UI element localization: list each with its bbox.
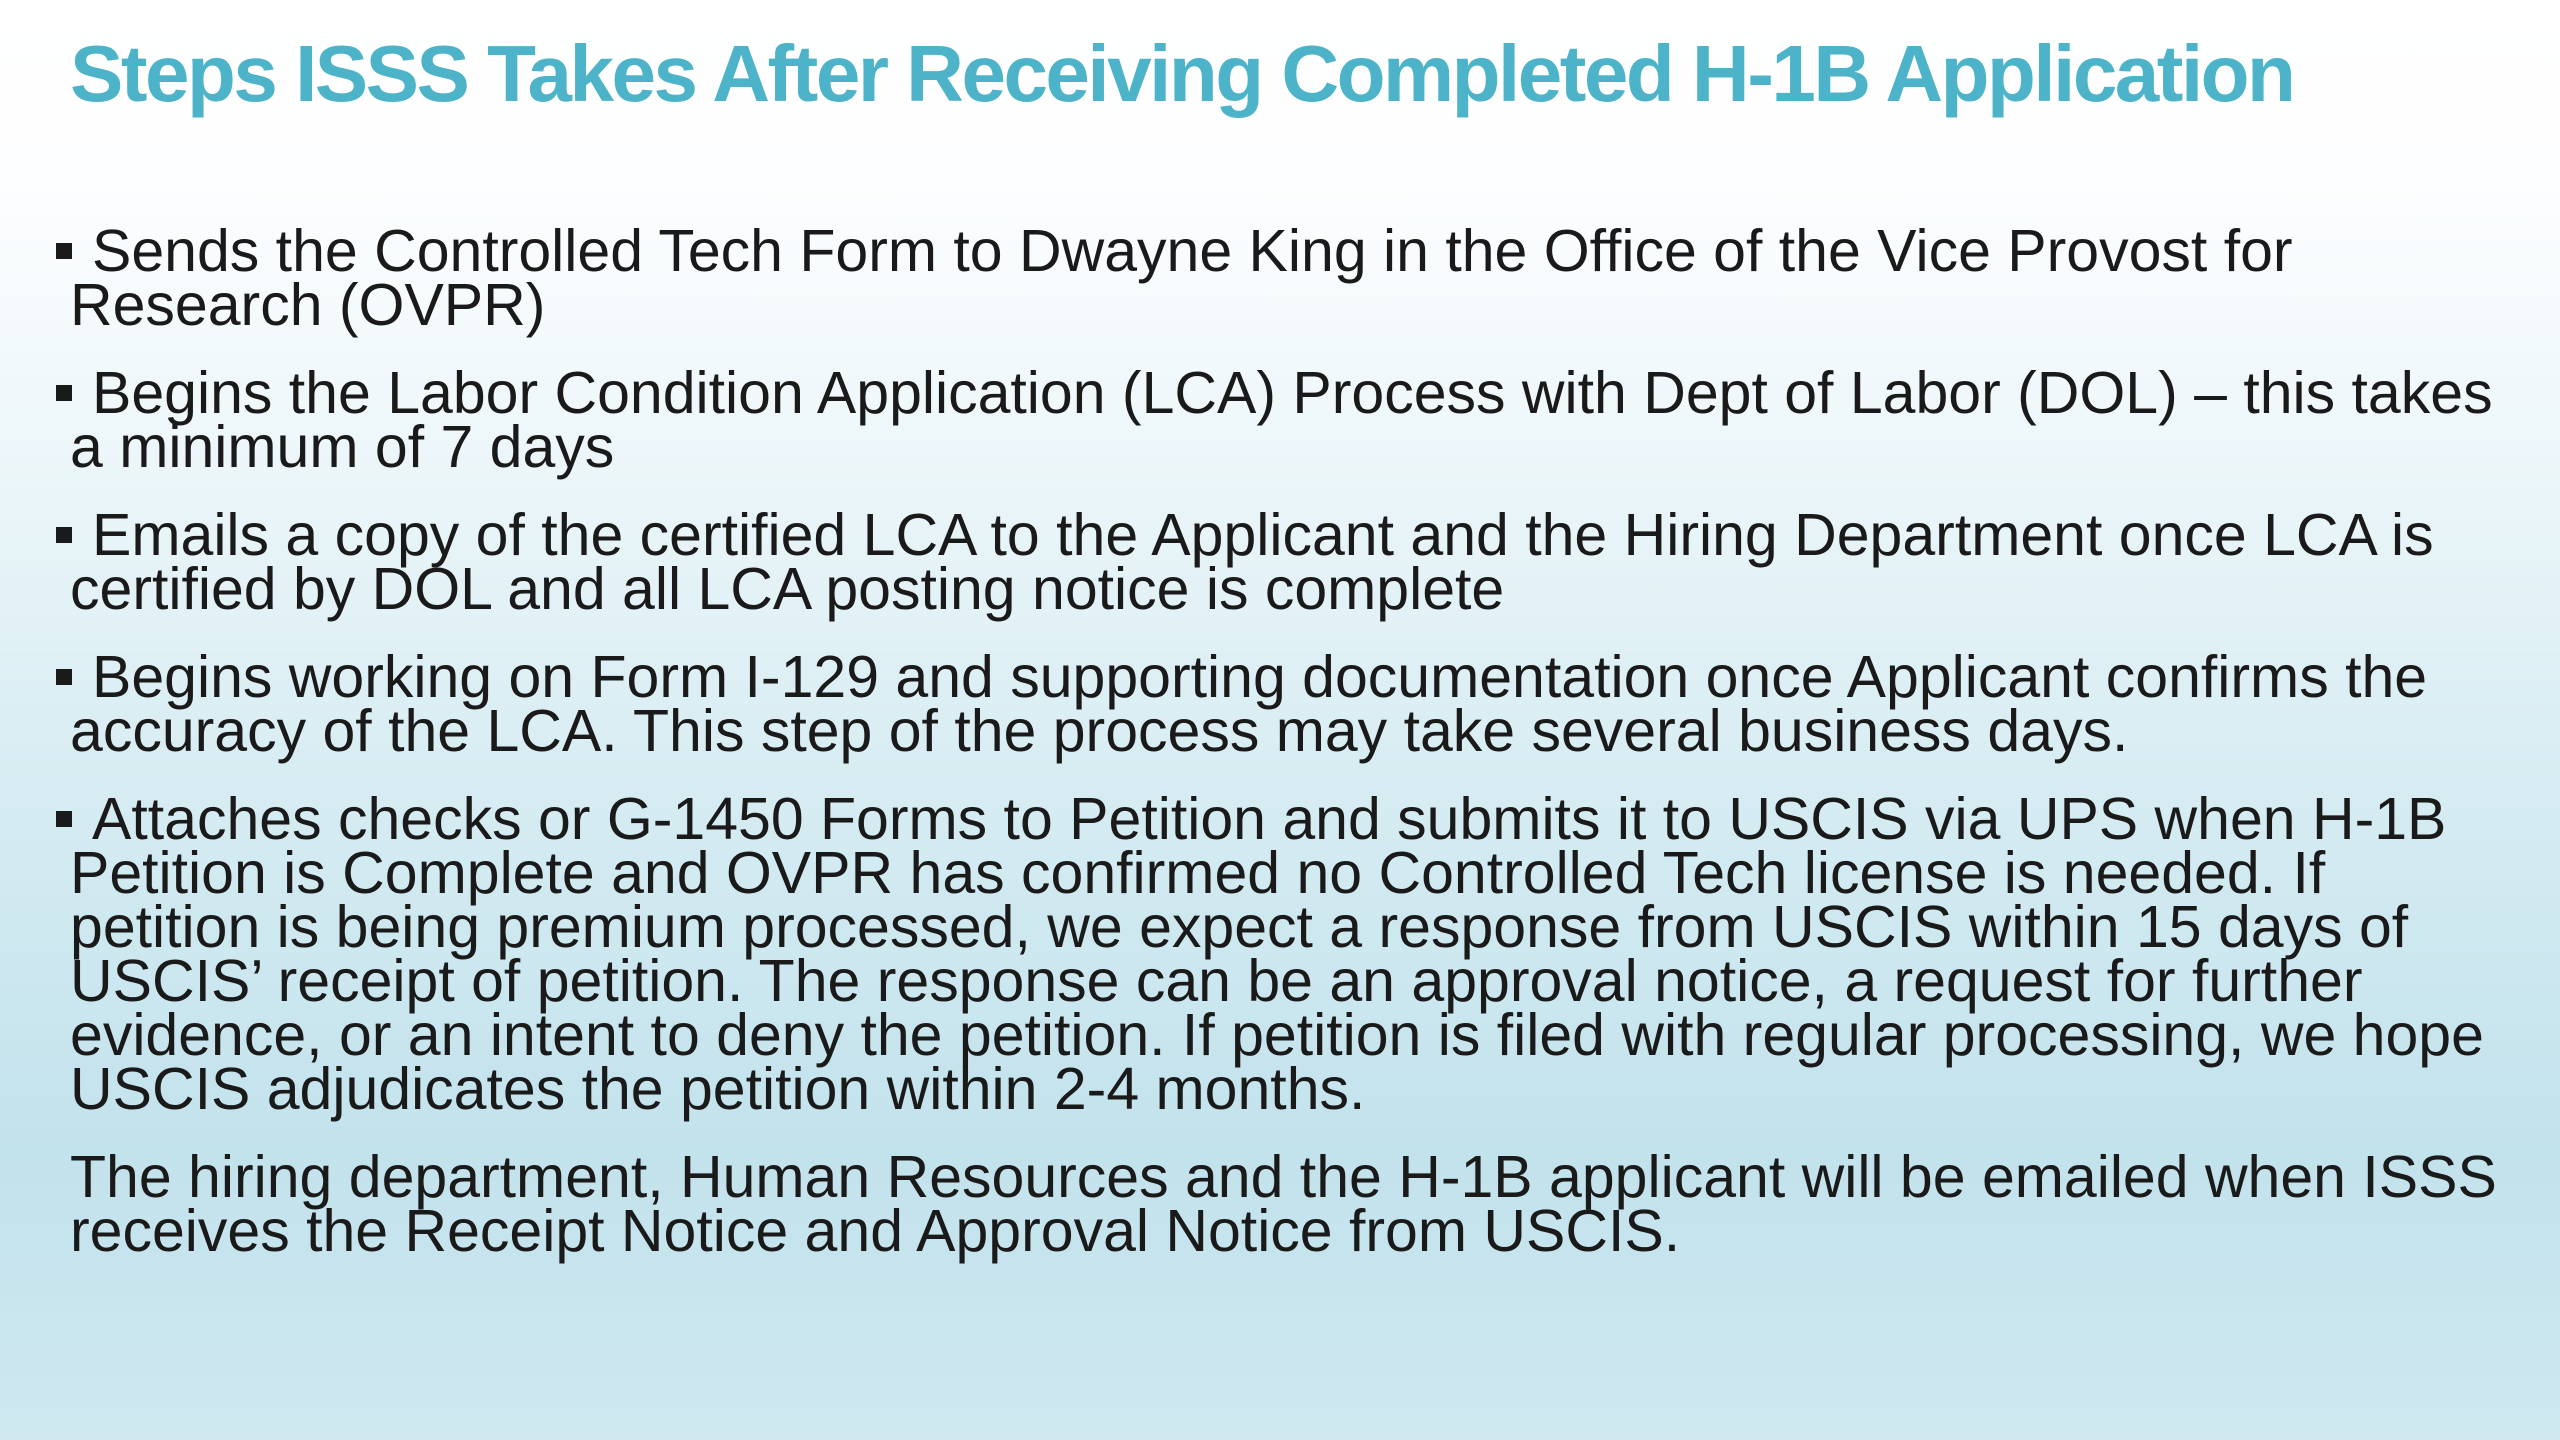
bullet-text: Emails a copy of the certified LCA to the Applicant and the Hiring Department once LCA is certified by DOL and all LCA posting notice is complete — [70, 502, 2434, 622]
closing-paragraph: The hiring department, Human Resources and the H-1B applicant will be emailed when ISSS receives the Receipt Notice and Approval Notice from USCIS. — [70, 1144, 2497, 1264]
bullet-item-controlled-tech — [70, 218, 2510, 338]
bullet-item-certified-lca — [70, 502, 2510, 622]
bullet-list — [70, 218, 2510, 1122]
square-bullet-icon — [56, 243, 72, 259]
slide-content — [70, 218, 2510, 1264]
slide-title: Steps ISSS Takes After Receiving Completed H-1B Application — [70, 29, 2294, 118]
bullet-text: Begins the Labor Condition Application (LCA) Process with Dept of Labor (DOL) – this takes a minimum of 7 days — [70, 360, 2493, 480]
square-bullet-icon — [56, 811, 72, 827]
bullet-item-lca-process — [70, 360, 2510, 480]
square-bullet-icon — [56, 669, 72, 685]
bullet-item-submit-petition — [70, 786, 2510, 1122]
square-bullet-icon — [56, 527, 72, 543]
bullet-text: Begins working on Form I-129 and supporting documentation once Applicant confirms the accuracy of the LCA. This step of the process may take several business days. — [70, 644, 2428, 764]
square-bullet-icon — [56, 385, 72, 401]
bullet-item-form-i129 — [70, 644, 2510, 764]
bullet-text: Sends the Controlled Tech Form to Dwayne King in the Office of the Vice Provost for Research (OVPR) — [70, 218, 2293, 338]
bullet-text: Attaches checks or G-1450 Forms to Petition and submits it to USCIS via UPS when H-1B Petition is Complete and OVPR has confirmed no Controlled Tech license is needed. If petition is being premium processed, we expect a response from USCIS within 15 days of USCIS’ receipt of petition. The response can be an approval notice, a request for further evidence, or an intent to deny the petition. If petition is filed with regular processing, we hope USCIS adjudicates the petition within 2-4 months. — [70, 786, 2484, 1122]
